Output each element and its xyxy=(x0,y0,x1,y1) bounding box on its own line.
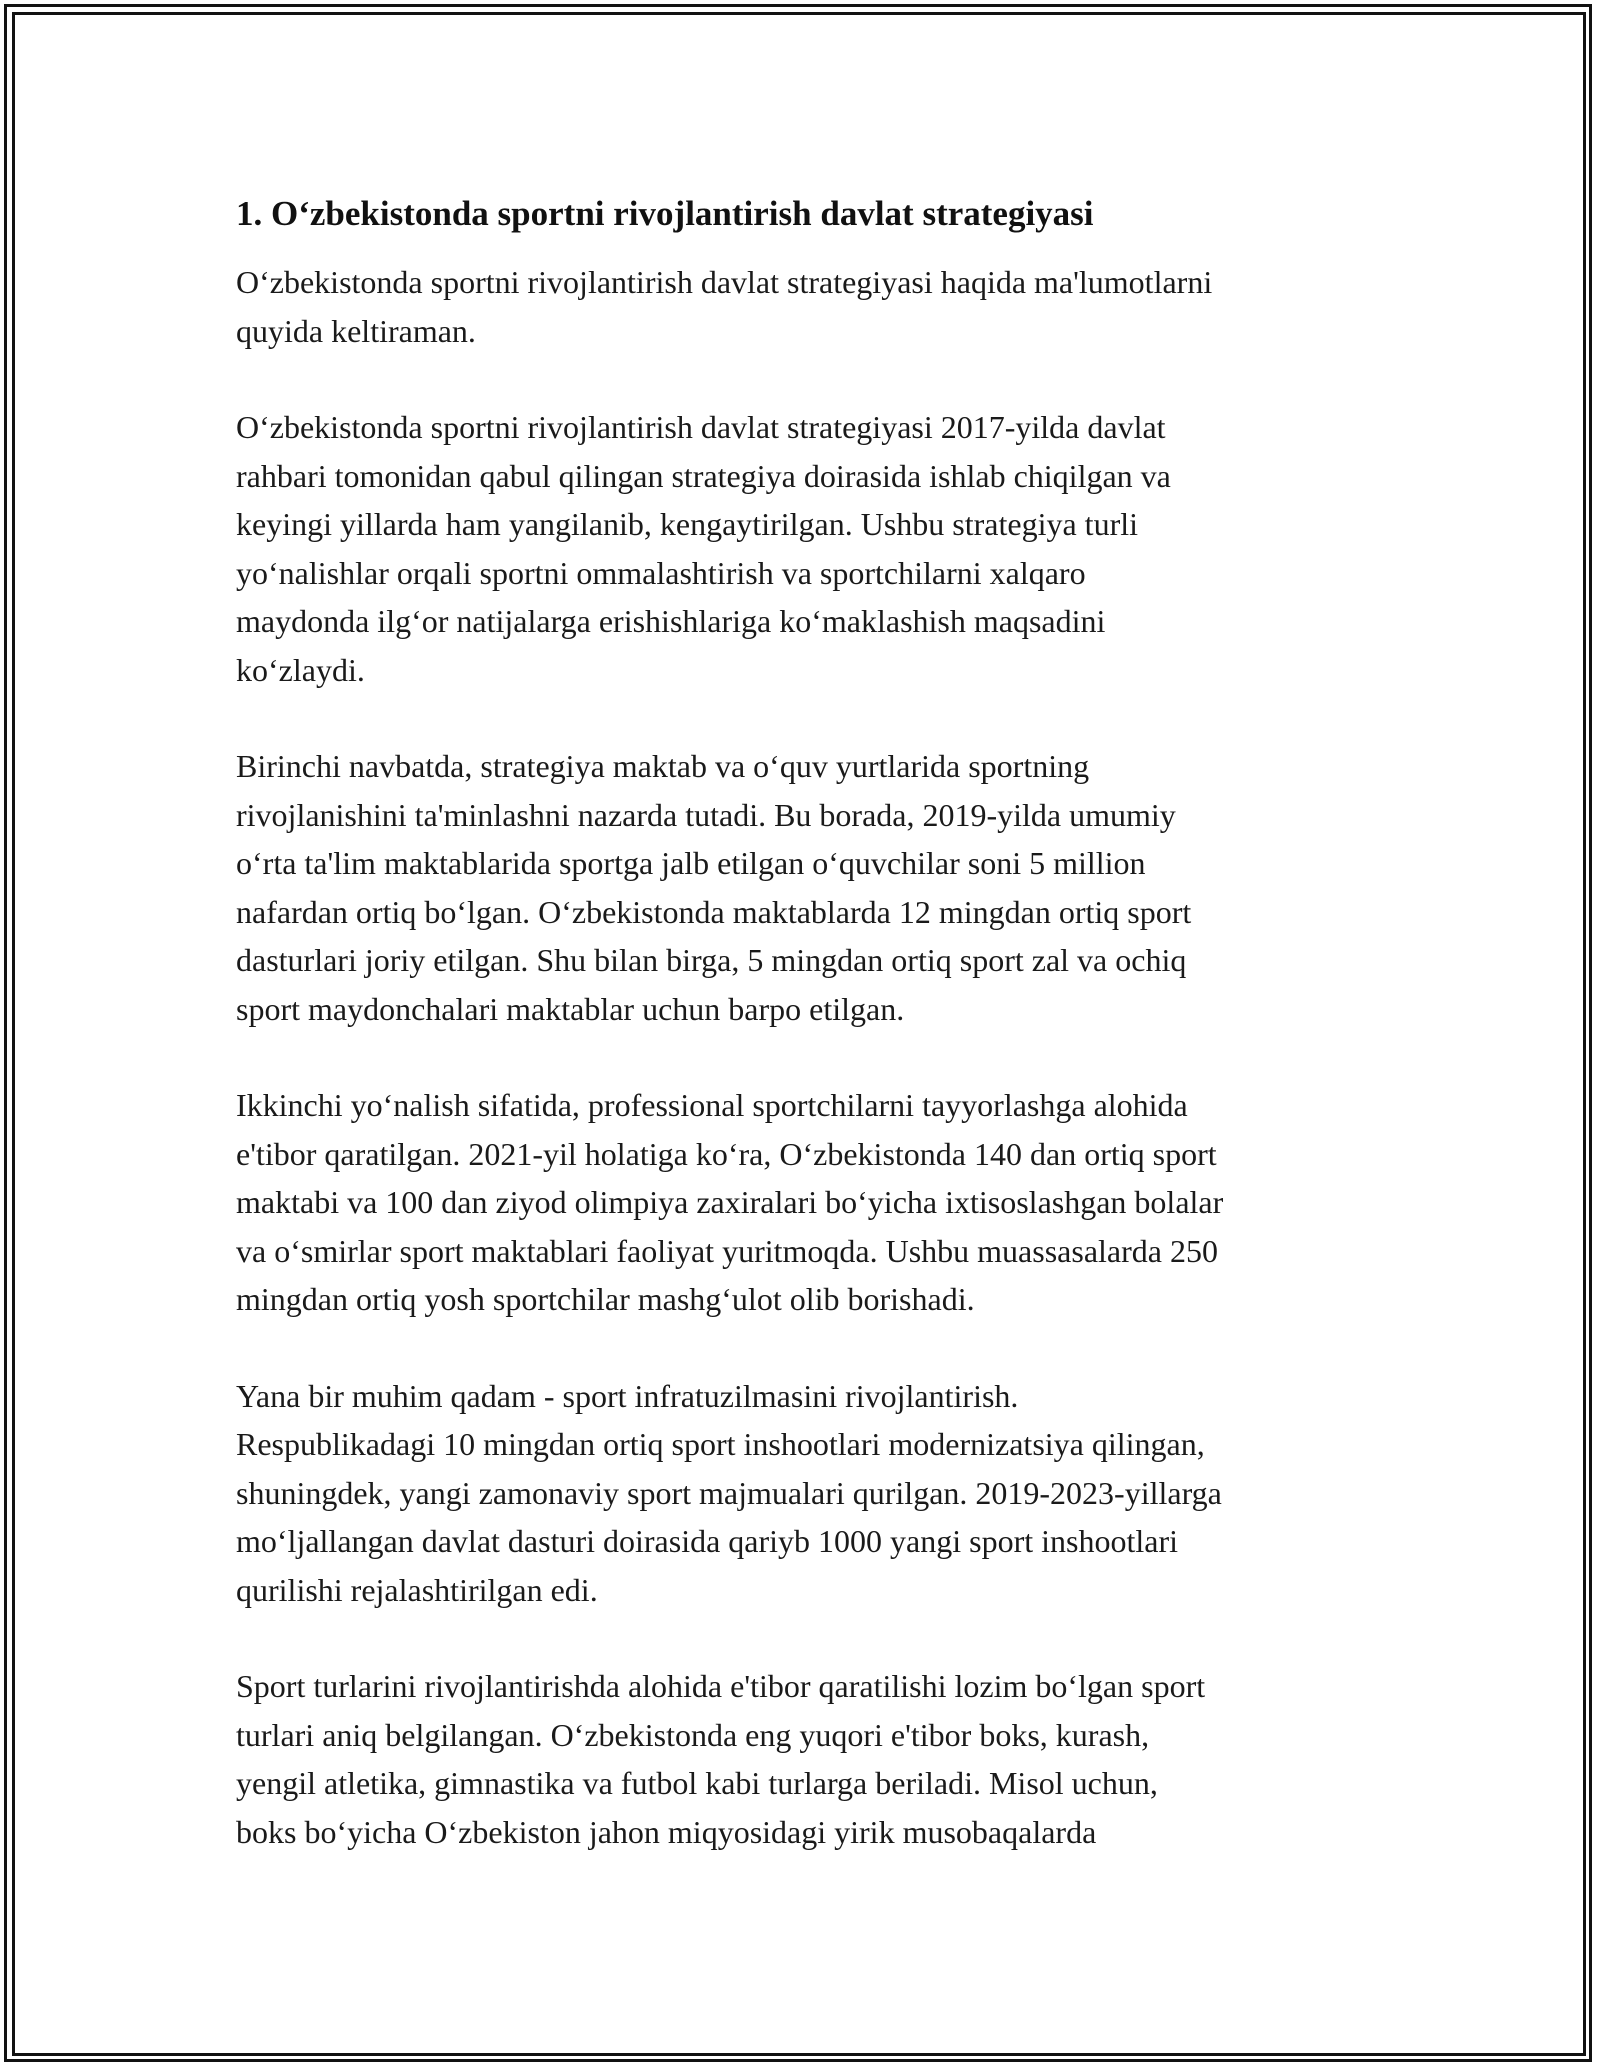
text-line: O‘zbekistonda sportni rivojlantirish davlat strategiyasi haqida ma'lumotlarni xyxy=(236,264,1213,300)
text-line: mingdan ortiq yosh sportchilar mashg‘ulot olib borishadi. xyxy=(236,1281,975,1317)
text-line: keyingi yillarda ham yangilanib, kengaytirilgan. Ushbu strategiya turli xyxy=(236,506,1138,542)
paragraph-professional-athletes xyxy=(236,1081,1376,1324)
text-line: e'tibor qaratilgan. 2021-yil holatiga ko‘ra, O‘zbekistonda 140 dan ortiq sport xyxy=(236,1135,1217,1172)
text-line: Respublikadagi 10 mingdan ortiq sport inshootlari modernizatsiya qilingan, xyxy=(236,1426,1205,1462)
document-title: 1. O‘zbekistonda sportni rivojlantirish davlat strategiyasi xyxy=(236,194,1094,233)
text-line: nafardan ortiq bo‘lgan. O‘zbekistonda maktablarda 12 mingdan ortiq sport xyxy=(236,893,1192,930)
document-body xyxy=(236,190,1376,1904)
text-line: quyida keltiraman. xyxy=(236,312,476,349)
text-line: maktabi va 100 dan ziyod olimpiya zaxiralari bo‘yicha ixtisoslashgan bolalar xyxy=(236,1184,1224,1220)
text-line: Sport turlarini rivojlantirishda alohida e'tibor qaratilishi lozim bo‘lgan sport xyxy=(236,1668,1206,1704)
text-line: va o‘smirlar sport maktablari faoliyat yuritmoqda. Ushbu muassasalarda 250 xyxy=(236,1232,1218,1269)
paragraph-intro xyxy=(236,258,1376,355)
text-line: ko‘zlaydi. xyxy=(236,651,365,688)
text-line: Yana bir muhim qadam - sport infratuzilmasini rivojlantirish. xyxy=(236,1377,1019,1414)
paragraph-strategy-2017 xyxy=(236,403,1376,694)
text-line: mo‘ljallangan davlat dasturi doirasida qariyb 1000 yangi sport inshootlari xyxy=(236,1523,1179,1559)
text-line: shuningdek, yangi zamonaviy sport majmualari qurilgan. 2019-2023-yillarga xyxy=(236,1474,1222,1511)
text-line: O‘zbekistonda sportni rivojlantirish davlat strategiyasi 2017-yilda davlat xyxy=(236,409,1166,445)
text-line: rahbari tomonidan qabul qilingan strategiya doirasida ishlab chiqilgan va xyxy=(236,457,1171,494)
text-line: dasturlari joriy etilgan. Shu bilan birga, 5 mingdan ortiq sport zal va ochiq xyxy=(236,942,1187,978)
text-line: turlari aniq belgilangan. O‘zbekistonda eng yuqori e'tibor boks, kurash, xyxy=(236,1716,1150,1753)
text-line: boks bo‘yicha O‘zbekiston jahon miqyosidagi yirik musobaqalarda xyxy=(236,1813,1097,1850)
text-line: maydonda ilg‘or natijalarga erishishlariga ko‘maklashish maqsadini xyxy=(236,603,1106,639)
text-line: yo‘nalishlar orqali sportni ommalashtirish va sportchilarni xalqaro xyxy=(236,554,1086,591)
text-line: rivojlanishini ta'minlashni nazarda tutadi. Bu borada, 2019-yilda umumiy xyxy=(236,796,1176,833)
text-line: qurilishi rejalashtirilgan edi. xyxy=(236,1571,598,1608)
paragraph-sport-types xyxy=(236,1662,1376,1856)
text-line: o‘rta ta'lim maktablarida sportga jalb etilgan o‘quvchilar soni 5 million xyxy=(236,845,1146,881)
text-line: yengil atletika, gimnastika va futbol kabi turlarga beriladi. Misol uchun, xyxy=(236,1765,1158,1801)
text-line: Ikkinchi yo‘nalish sifatida, professional sportchilarni tayyorlashga alohida xyxy=(236,1087,1188,1123)
paragraph-infrastructure xyxy=(236,1372,1376,1615)
text-line: Birinchi navbatda, strategiya maktab va o‘quv yurtlarida sportning xyxy=(236,748,1090,784)
text-line: sport maydonchalari maktablar uchun barpo etilgan. xyxy=(236,990,905,1027)
paragraph-school-sports xyxy=(236,742,1376,1033)
